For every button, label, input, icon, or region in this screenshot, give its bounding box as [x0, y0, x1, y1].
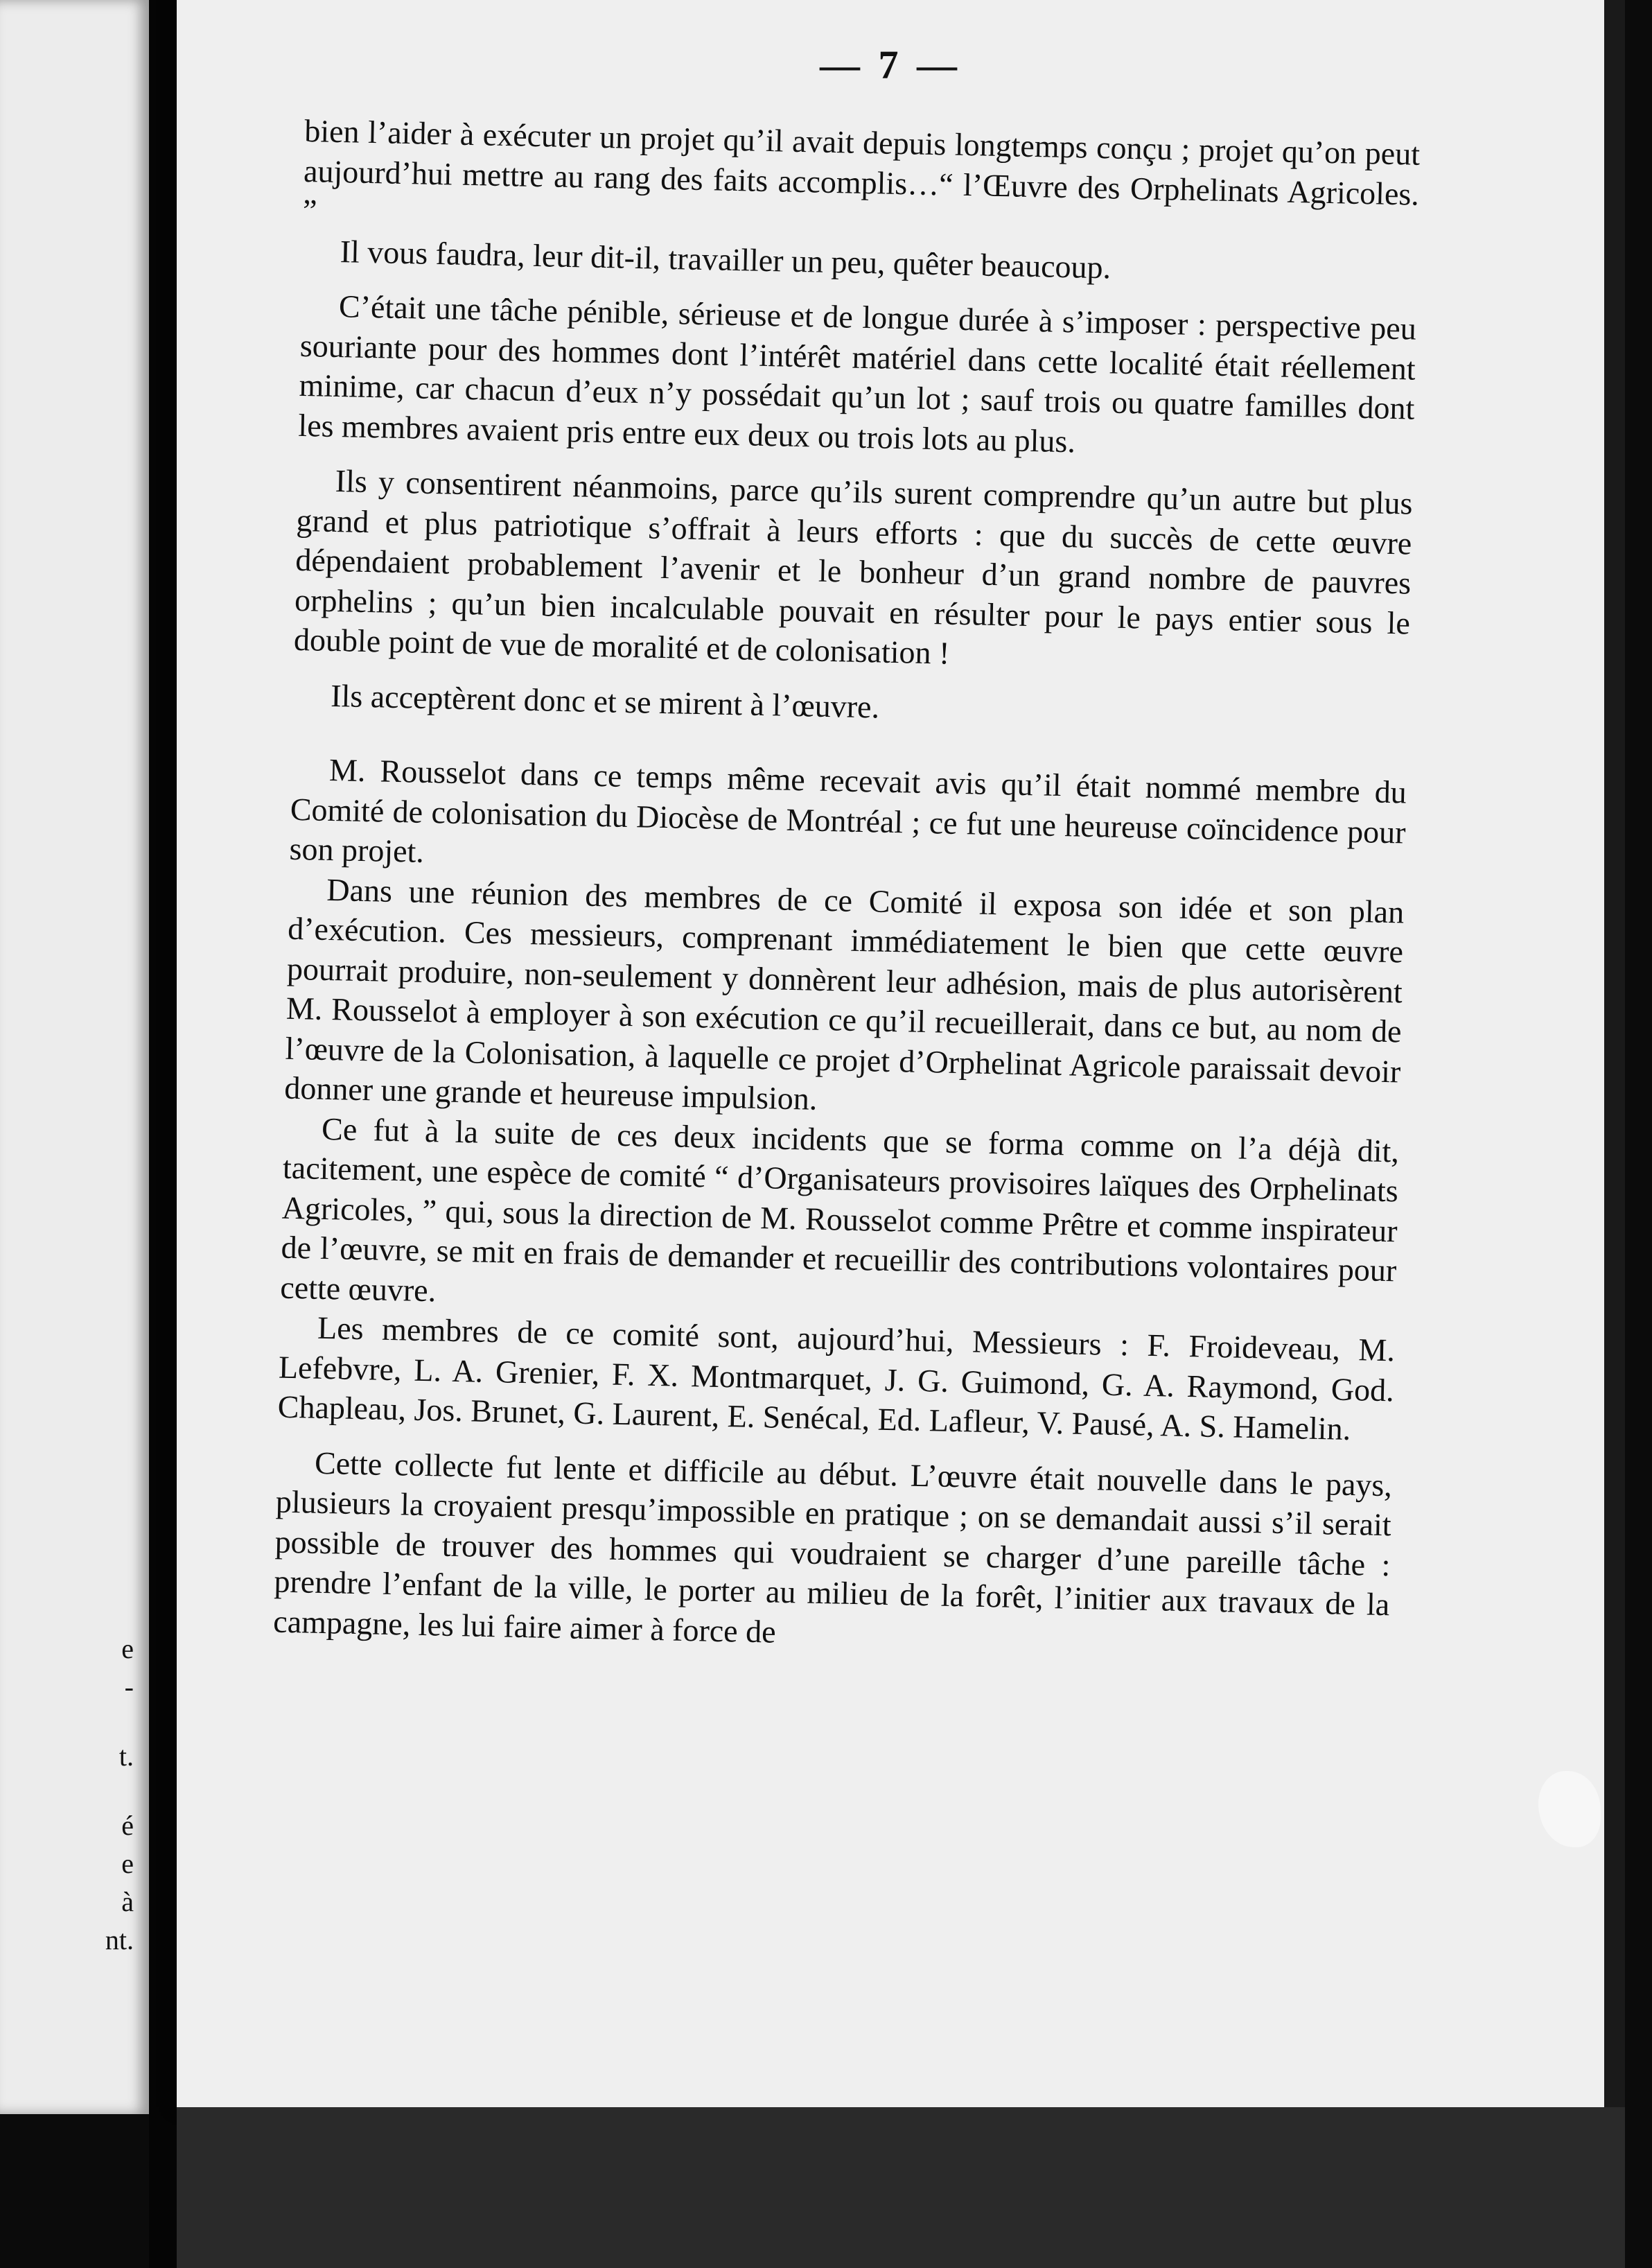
book-page [177, 0, 1604, 2107]
fragment: nt. [105, 1924, 134, 1955]
page-body [273, 111, 1421, 1664]
facing-page-edge [0, 0, 149, 2114]
fragment: é [121, 1810, 134, 1841]
paragraph: M. Rousselot dans ce temps même recevait avis qu’il était nommé membre du Comité de colonisation du Diocèse de Montréal ; ce fut une heureuse coïncidence pour son projet. [289, 751, 1407, 869]
paragraph: bien l’aider à exécuter un projet qu’il avait depuis longtemps conçu ; projet qu’on peut aujourd’hui mettre au rang des faits accomplis…“ l’Œuvre des Orphelinats Agricoles. ” [302, 112, 1421, 229]
fragment: t. [118, 1741, 134, 1772]
fragment: - [124, 1671, 134, 1702]
paragraph: Les membres de ce comité sont, aujourd’hui, Messieurs : F. Froideveau, M. Lefebvre, L. A. Grenier, F. X. Montmarquet, J. G. Guimond, G. A. Raymond, God. Chapleau, Jos. Brunet, G. Laurent, E. Senécal, Ed. Lafleur, V. Pausé, A. S. Hamelin. [277, 1309, 1396, 1447]
fragment: e [121, 1633, 134, 1664]
paragraph: Ils y consentirent néanmoins, parce qu’ils surent comprendre qu’un autre but plus grand et plus patriotique s’offrait à leurs efforts : que du succès de cette œuvre dépendaient probablement l’avenir et le bonheur d’un grand nombre de pauvres orphelins ; qu’un bien incalculable pouvait en résulter pour le pays entier sous le double point de vue de moralité et de colonisation ! [293, 463, 1414, 671]
paragraph: Dans une réunion des membres de ce Comité il exposa son idée et son plan d’exécution. Ces messieurs, comprenant immédiatement le bien que cette œuvre pourrait produire, non-seulement y donnèrent leur adhésion, mais de plus autorisèrent M. Rousselot à employer à son exécution ce qu’il recueillerait, dans ce but, au nom de l’œuvre de la Colonisation, à laquelle ce projet d’Orphelinat Agricole paraissait devoir donner une grande et heureuse impulsion. [283, 871, 1405, 1117]
paragraph: Il vous faudra, leur dit-il, travailler un peu, quêter beaucoup. [340, 233, 1111, 285]
fragment: à [121, 1886, 134, 1917]
page-edge-shadow [1604, 0, 1625, 2268]
paragraph: C’était une tâche pénible, sérieuse et de longue durée à s’imposer : perspective peu souriante pour des hommes dont l’intérêt matériel dans cette localité était réellement minime, car chacun d’eux n’y possédait qu’un lot ; sauf trois ou quatre familles dont les membres avaient pris entre eux deux ou trois lots au plus. [297, 288, 1417, 459]
facing-page-text-fragments [0, 0, 149, 2114]
scan-bottom-margin [177, 2107, 1625, 2268]
fragment: e [121, 1848, 134, 1879]
paragraph: Cette collecte fut lente et difficile au début. L’œuvre était nouvelle dans le pays, plusieurs la croyaient presqu’impossible en pratique ; on se demandait aussi s’il serait possible de trouver des hommes qui voudraient se charger d’une pareille tâche : prendre l’enfant de la ville, le porter au milieu de la forêt, l’initier aux travaux de la campagne, les lui faire aimer à force de [272, 1445, 1393, 1650]
paragraph: Ce fut à la suite de ces deux incidents que se forma comme on l’a déjà dit, tacitement, une espèce de comité “ d’Organisateurs provisoires laïques des Orphelinats Agricoles, ” qui, sous la direction de M. Rousselot comme Prêtre et comme inspirateur de l’œuvre, se mit en frais de demander et recueillir des contributions volontaires pour cette œuvre. [279, 1110, 1400, 1308]
book-gutter [149, 0, 177, 2268]
page-number: — 7 — [820, 42, 961, 87]
paragraph: Ils acceptèrent donc et se mirent à l’œuvre. [330, 677, 880, 725]
